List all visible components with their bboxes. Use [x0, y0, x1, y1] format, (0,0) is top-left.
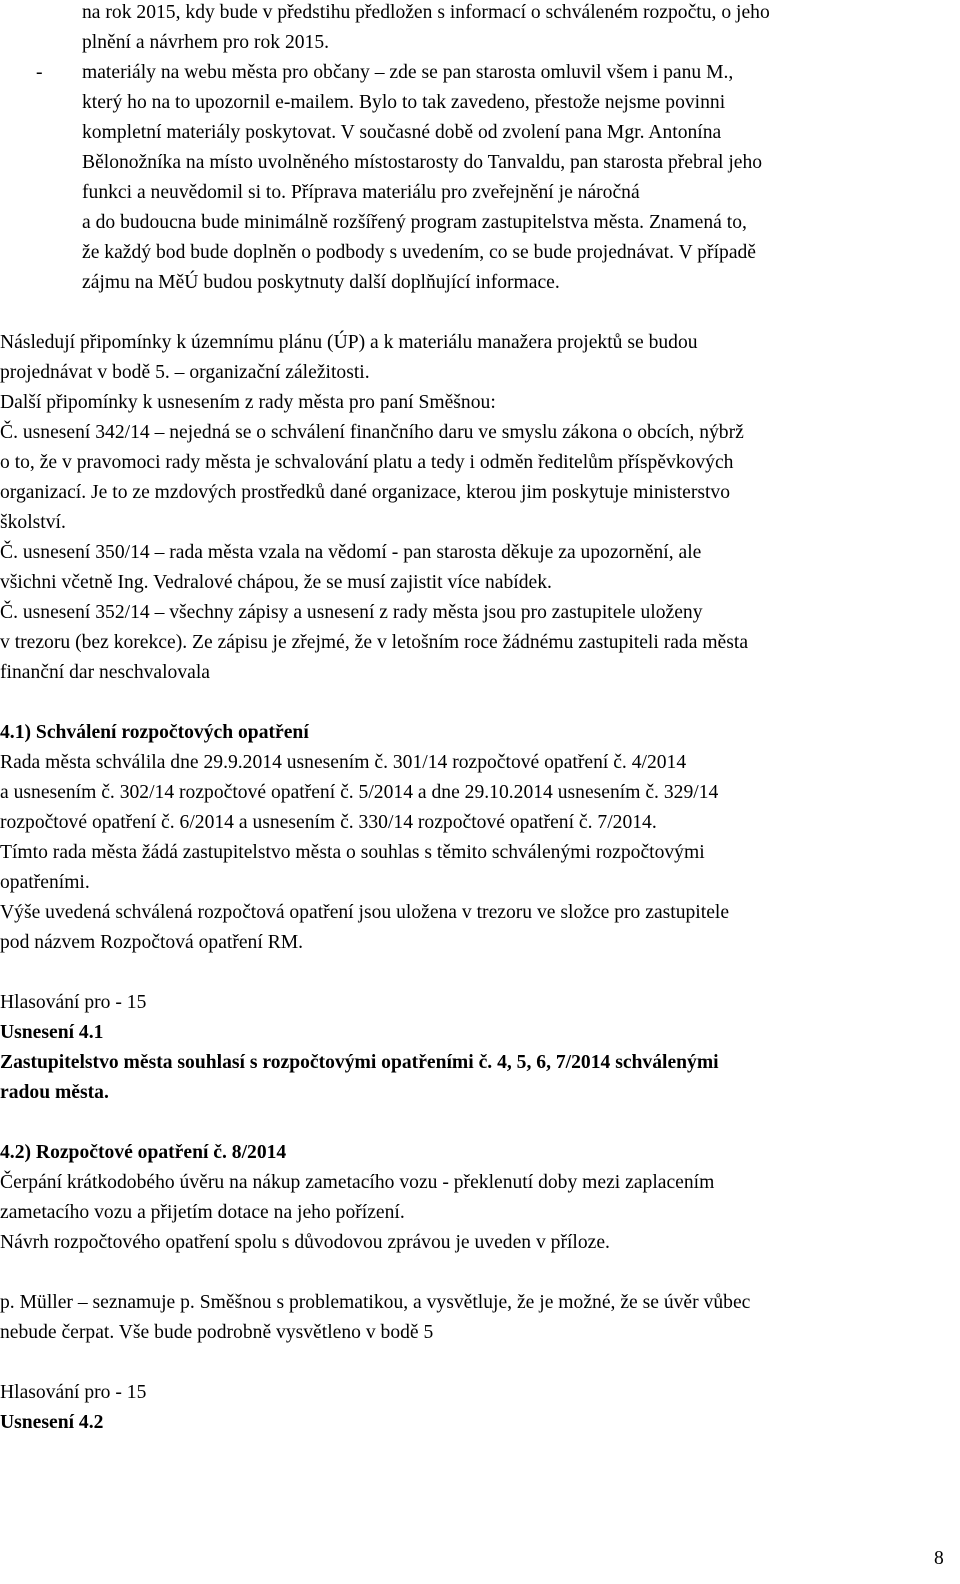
bullet-dash: - [36, 62, 43, 83]
text-line: funkci a neuvědomil si to. Příprava materiálu pro zveřejnění je náročná [82, 182, 640, 203]
text-line: Následují připomínky k územnímu plánu (ÚP) a k materiálu manažera projektů se budou [0, 332, 698, 353]
text-line: finanční dar neschvalovala [0, 662, 210, 683]
text-line: školství. [0, 512, 66, 533]
text-line: o to, že v pravomoci rady města je schvalování platu a tedy i odměn ředitelům příspěvkových [0, 452, 734, 473]
text-line: zametacího vozu a přijetím dotace na jeho pořízení. [0, 1202, 405, 1223]
resolution-label: Usnesení 4.2 [0, 1412, 104, 1433]
text-line: kompletní materiály poskytovat. V současné době od zvolení pana Mgr. Antonína [82, 122, 722, 143]
text-line: materiály na webu města pro občany – zde se pan starosta omluvil všem i panu M., [82, 62, 734, 83]
text-line: zájmu na MěÚ budou poskytnuty další doplňující informace. [82, 272, 560, 293]
text-line: Další připomínky k usnesením z rady města pro paní Směšnou: [0, 392, 496, 413]
resolution-text: radou města. [0, 1082, 109, 1103]
resolution-label: Usnesení 4.1 [0, 1022, 104, 1043]
page-number: 8 [934, 1548, 944, 1569]
text-line: Č. usnesení 342/14 – nejedná se o schválení finančního daru ve smyslu zákona o obcích, nýbrž [0, 422, 744, 443]
section-heading-4-2: 4.2) Rozpočtové opatření č. 8/2014 [0, 1142, 287, 1163]
text-line: p. Müller – seznamuje p. Směšnou s problematikou, a vysvětluje, že je možné, že se úvěr vůbec [0, 1292, 751, 1313]
text-line: Návrh rozpočtového opatření spolu s důvodovou zprávou je uveden v příloze. [0, 1232, 610, 1253]
text-line: pod názvem Rozpočtová opatření RM. [0, 932, 304, 953]
text-line: na rok 2015, kdy bude v předstihu předložen s informací o schváleném rozpočtu, o jeho [82, 2, 770, 23]
text-line: rozpočtové opatření č. 6/2014 a usnesením č. 330/14 rozpočtové opatření č. 7/2014. [0, 812, 657, 833]
text-line: opatřeními. [0, 872, 90, 893]
text-line: organizací. Je to ze mzdových prostředků dané organizace, kterou jim poskytuje ministerstvo [0, 482, 731, 503]
text-line: a do budoucna bude minimálně rozšířený program zastupitelstva města. Znamená to, [82, 212, 747, 233]
text-line: Tímto rada města žádá zastupitelstvo města o souhlas s těmito schválenými rozpočtovými [0, 842, 705, 863]
text-line: Výše uvedená schválená rozpočtová opatření jsou uložena v trezoru ve složce pro zastupitele [0, 902, 730, 923]
text-line: Č. usnesení 352/14 – všechny zápisy a usnesení z rady města jsou pro zastupitele uloženy [0, 602, 703, 623]
text-line: Čerpání krátkodobého úvěru na nákup zametacího vozu - překlenutí doby mezi zaplacením [0, 1172, 715, 1193]
text-line: Rada města schválila dne 29.9.2014 usnesením č. 301/14 rozpočtové opatření č. 4/2014 [0, 752, 687, 773]
text-line: plnění a návrhem pro rok 2015. [82, 32, 330, 53]
text-line: že každý bod bude doplněn o podbody s uvedením, co se bude projednávat. V případě [82, 242, 757, 263]
vote-result: Hlasování pro - 15 [0, 1382, 147, 1403]
resolution-text: Zastupitelstvo města souhlasí s rozpočtovými opatřeními č. 4, 5, 6, 7/2014 schválenými [0, 1052, 719, 1073]
text-line: Č. usnesení 350/14 – rada města vzala na vědomí - pan starosta děkuje za upozornění, ale [0, 542, 702, 563]
text-line: Bělonožníka na místo uvolněného místostarosty do Tanvaldu, pan starosta přebral jeho [82, 152, 763, 173]
text-line: nebude čerpat. Vše bude podrobně vysvětleno v bodě 5 [0, 1322, 434, 1343]
section-heading-4-1: 4.1) Schválení rozpočtových opatření [0, 722, 309, 743]
text-line: v trezoru (bez korekce). Ze zápisu je zřejmé, že v letošním roce žádnému zastupiteli rada města [0, 632, 749, 653]
text-line: projednávat v bodě 5. – organizační záležitosti. [0, 362, 370, 383]
text-line: všichni včetně Ing. Vedralové chápou, že se musí zajistit více nabídek. [0, 572, 552, 593]
text-line: a usnesením č. 302/14 rozpočtové opatření č. 5/2014 a dne 29.10.2014 usnesením č. 329/14 [0, 782, 719, 803]
vote-result: Hlasování pro - 15 [0, 992, 147, 1013]
text-line: který ho na to upozornil e-mailem. Bylo to tak zavedeno, přestože nejsme povinni [82, 92, 726, 113]
